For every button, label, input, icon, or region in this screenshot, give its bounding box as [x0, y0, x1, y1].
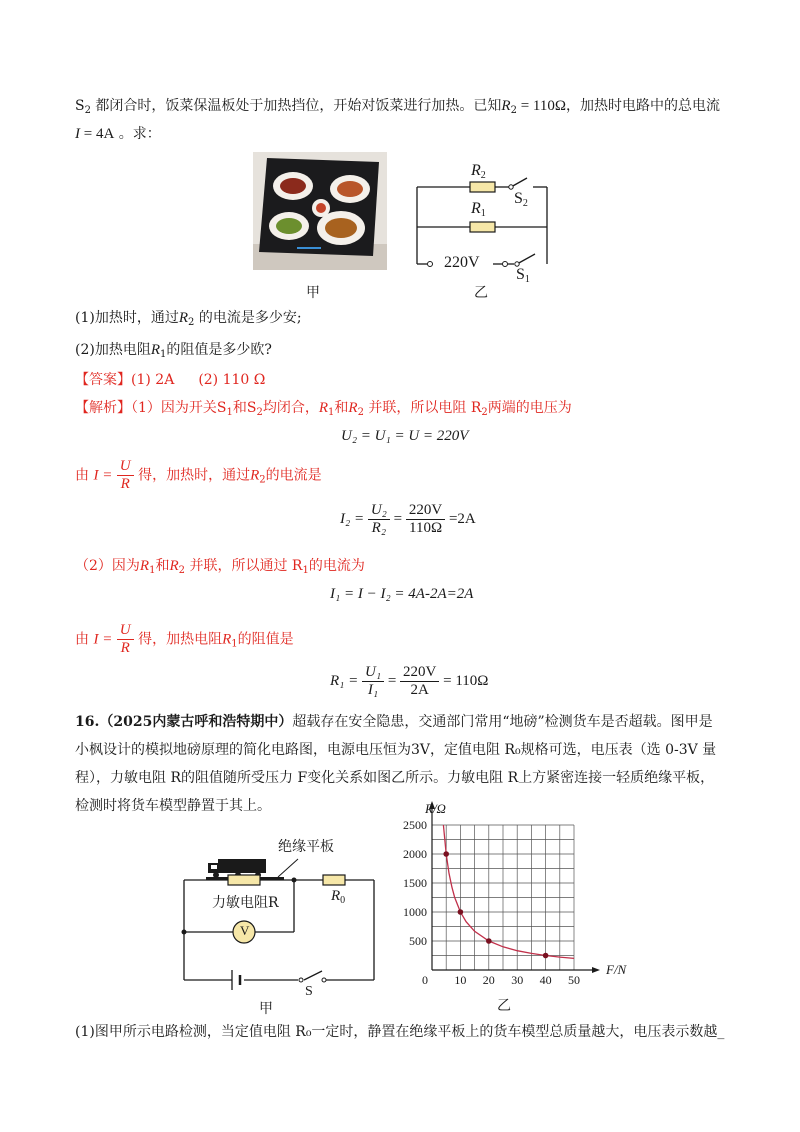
figure2-caption-jia: 甲	[259, 1001, 273, 1017]
y-tick-label: 2000	[403, 847, 427, 861]
circuit-label-s1: $S_1$	[516, 266, 530, 285]
equation-voltage: U₂ = U₁ = U = 220V	[341, 428, 469, 444]
figure1-caption-jia: 甲	[306, 285, 320, 301]
weighbridge-circuit-diagram	[178, 835, 388, 995]
y-tick-label: 1500	[403, 876, 427, 890]
x-axis-arrow	[592, 967, 600, 973]
answer-line: 【答案】(1) 2A (2) 110 Ω	[75, 372, 266, 388]
intro-line-1: $S_2$ 都闭合时，饭菜保温板处于加热挡位，开始对饭菜进行加热。已知$R_2 = 110\Omega$，加热时电路中的总电流	[75, 98, 721, 116]
q16-line-3: 程），力敏电阻 R的阻值随所受压力 F变化关系如图乙所示。力敏电阻 R上方紧密连接一轻质绝缘平板，	[75, 770, 715, 786]
figure2-caption-yi: 乙	[497, 998, 511, 1014]
question-1: (1)加热时，通过$R_2$ 的电流是多少安;	[75, 310, 302, 328]
equation-resistance-r1: R₁ = $\frac{\text{U₁}}{\text{I₁}}$ = $\frac{220V}{2A}$ = 110Ω	[330, 664, 489, 698]
analysis-para-1: 【解析】（1）因为开关$S_1$和$S_2$均闭合，$R_1$和$R_2$ 并联，所以电阻 $R_2$两端的电压为	[75, 400, 572, 418]
x-tick-label: 20	[482, 973, 495, 987]
resistance-force-chart	[385, 800, 635, 1022]
y-tick-label: 2500	[403, 818, 427, 832]
terminal-right	[503, 262, 508, 267]
sensor-label: 力敏电阻R	[212, 895, 279, 911]
analysis-para-4: 由 I = $\frac{U}{R}$ 得，加热电阻$R_1$的阻值是	[75, 622, 294, 656]
q16-line-2: 小枫设计的模拟地磅原理的简化电路图，电源电压恒为3V，定值电阻 R₀规格可选，电压表（选 0-3V 量	[75, 742, 717, 758]
x-tick-label: 50	[568, 973, 580, 987]
data-point	[486, 938, 492, 944]
terminal-left	[428, 262, 433, 267]
analysis-para-3: （2）因为$R_1$和$R_2$ 并联，所以通过 $R_1$的电流为	[75, 558, 365, 576]
resistor-r2	[470, 182, 495, 192]
x-tick-label: 30	[511, 973, 524, 987]
voltmeter-label: V	[240, 923, 250, 938]
data-point	[543, 953, 549, 959]
plate-label: 绝缘平板	[278, 839, 334, 855]
x-tick-label: 40	[539, 973, 552, 987]
r0-label: $R_0$	[331, 888, 346, 906]
equation-current-i1: I₁ = I − I₂ = 4A-2A=2A	[330, 586, 474, 602]
circuit-label-s2: $S_2$	[514, 190, 528, 209]
resistance-curve	[443, 825, 574, 958]
resistor-r1	[470, 222, 495, 232]
food-warmer-photo	[253, 152, 387, 270]
x-axis-label: F/N	[606, 962, 627, 977]
figure1-caption-yi: 乙	[474, 285, 488, 301]
circuit-label-r1: $R_1$	[471, 200, 486, 219]
equation-current-i2: I₂ = $\frac{\text{U₂}}{\text{R₂}}$ = $\frac{220V}{110\Omega}$ =2A	[340, 502, 476, 536]
switch-label: S	[305, 984, 313, 999]
heater-circuit-diagram	[405, 162, 555, 292]
intro-line-2: I = 4A 。求：	[75, 126, 161, 142]
force-sensitive-resistor	[228, 875, 260, 885]
y-tick-label: 500	[409, 934, 427, 948]
circuit-label-voltage: 220V	[444, 254, 480, 271]
data-point	[443, 851, 449, 857]
q16-sub-1: (1)图甲所示电路检测，当定值电阻 R₀一定时，静置在绝缘平板上的货车模型总质量越大，电压表示数越_	[75, 1024, 725, 1040]
question-2: (2)加热电阻$R_1$的阻值是多少欧?	[75, 342, 272, 360]
analysis-para-2: 由 I = $\frac{U}{R}$ 得，加热时，通过$R_2$的电流是	[75, 458, 322, 492]
y-tick-label: 1000	[403, 905, 427, 919]
q16-line-1: 16.（2025内蒙古呼和浩特期中）超载存在安全隐患，交通部门常用“地磅”检测货车是否超载。图甲是	[75, 714, 713, 730]
x-tick-label: 10	[454, 973, 467, 987]
q16-line-4: 检测时将货车模型静置于其上。	[75, 798, 271, 814]
data-point	[458, 909, 464, 915]
food-warmer-illustration	[253, 152, 387, 270]
origin-label: 0	[422, 973, 428, 987]
circuit-label-r2: $R_2$	[471, 162, 486, 181]
resistor-r0	[323, 875, 345, 885]
y-axis-label: R/Ω	[425, 801, 446, 816]
